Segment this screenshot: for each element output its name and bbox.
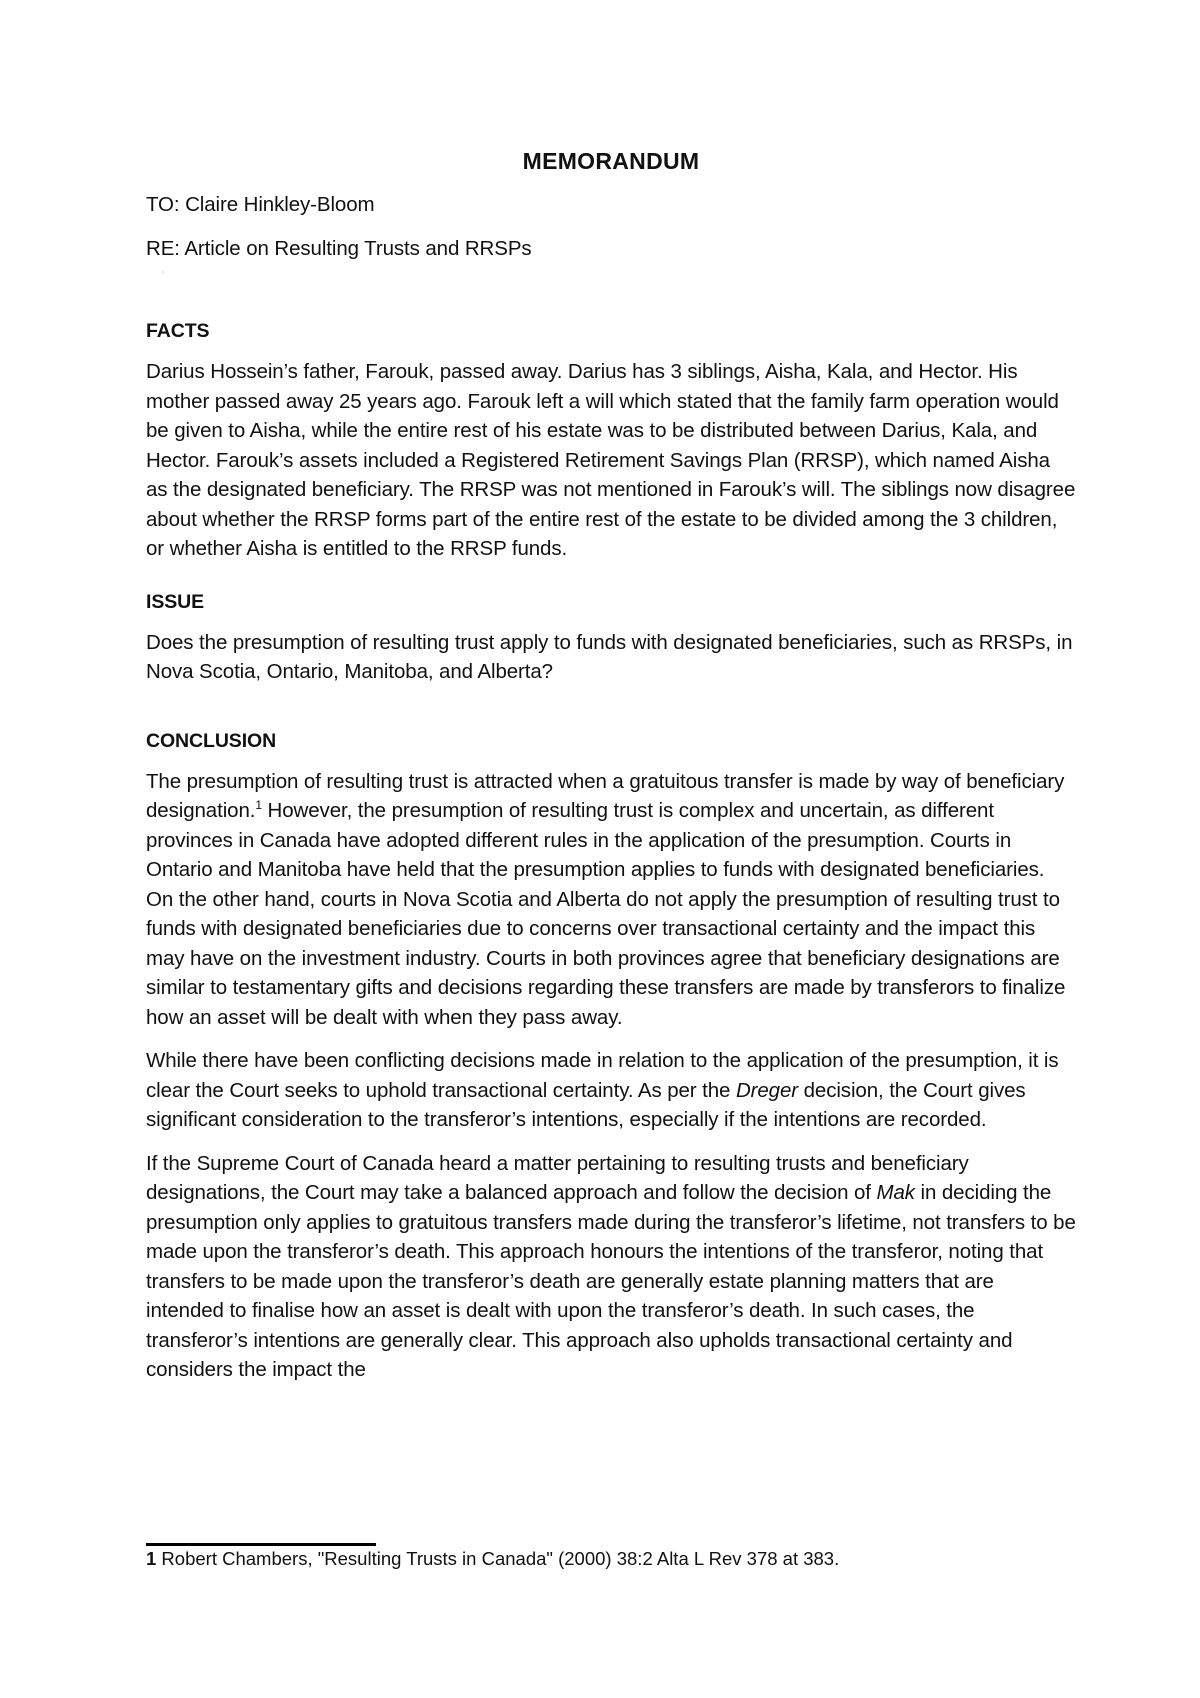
memo-title: MEMORANDUM xyxy=(522,148,700,174)
conclusion-p1-text-a: The presumption of resulting trust is attracted when a gratuitous transfer is made by way of beneficiary designation. xyxy=(146,769,1065,822)
conclusion-heading: CONCLUSION xyxy=(146,729,277,752)
conclusion-p3-text-b: in deciding the presumption only applies to gratuitous transfers made during the transferor’s lifetime, not transfers to be made upon the transferor’s death. This approach honours the intentions of the transferor, noting that transfers to be made upon the transferor’s death are generally estate planning matters that are intended to finalise how an asset is dealt with upon the transferor’s death. In such cases, the transferor’s intentions are generally clear. This approach also upholds transactional certainty and considers the impact the xyxy=(146,1181,1076,1381)
case-name-dreger: Dreger xyxy=(735,1078,798,1102)
conclusion-paragraph-3 xyxy=(146,1149,1076,1385)
facts-heading: FACTS xyxy=(146,320,210,342)
facts-paragraph: Darius Hossein’s father, Farouk, passed away. Darius has 3 siblings, Aisha, Kala, and Hector. His mother passed away 25 years ago. Farouk left a will which stated that the family farm operation would be given to Aisha, while the entire rest of his estate was to be distributed between Darius, Kala, and Hector. Farouk’s assets included a Registered Retirement Savings Plan (RRSP), which named Aisha as the designated beneficiary. The RRSP was not mentioned in Farouk’s will. The siblings now disagree about whether the RRSP forms part of the entire rest of the estate to be divided among the 3 children, or whether Aisha is entitled to the RRSP funds. xyxy=(146,360,1076,560)
memo-re-line: RE: Article on Resulting Trusts and RRSPs xyxy=(146,236,532,260)
issue-paragraph: Does the presumption of resulting trust apply to funds with designated beneficiaries, such as RRSPs, in Nova Scotia, Ontario, Manitoba, and Alberta? xyxy=(146,630,1073,683)
case-name-mak: Mak xyxy=(876,1181,915,1204)
conclusion-paragraph-2 xyxy=(146,1046,1076,1135)
conclusion-paragraph-1 xyxy=(146,767,1076,1033)
conclusion-p2-text-b: decision, the Court gives significant consideration to the transferor’s intentions, especially if the intentions are recorded. xyxy=(146,1078,1026,1131)
footnote xyxy=(146,1546,1146,1572)
conclusion-p3-text-a: If the Supreme Court of Canada heard a matter pertaining to resulting trusts and beneficiary designations, the Court may take a balanced approach and follow the decision of xyxy=(146,1151,969,1204)
issue-heading: ISSUE xyxy=(146,590,205,613)
memo-body xyxy=(146,146,1076,1399)
conclusion-p1-text-b: However, the presumption of resulting trust is complex and uncertain, as different provinces in Canada have adopted different rules in the application of the presumption. Courts in Ontario and Manitoba have held that the presumption applies to funds with designated beneficiaries. On the other hand, courts in Nova Scotia and Alberta do not apply the presumption of resulting trust to funds with designated beneficiaries due to concerns over transactional certainty and the impact this may have on the investment industry. Courts in both provinces agree that beneficiary designations are similar to testamentary gifts and decisions regarding these transfers are made by transferors to finalize how an asset will be dealt with when they pass away. xyxy=(146,799,1066,1029)
footnote-reference[interactable]: 1 xyxy=(255,798,262,812)
conclusion-p2-text-a: While there have been conflicting decisions made in relation to the application of the presumption, it is clear the Court seeks to uphold transactional certainty. As per the xyxy=(146,1049,1059,1102)
footnote-text: Robert Chambers, "Resulting Trusts in Canada" (2000) 38:2 Alta L Rev 378 at 383. xyxy=(156,1548,840,1569)
memo-to-line: TO: Claire Hinkley-Bloom xyxy=(146,193,375,216)
footnote-number: 1 xyxy=(146,1548,157,1569)
stray-mark: ' xyxy=(162,270,164,281)
